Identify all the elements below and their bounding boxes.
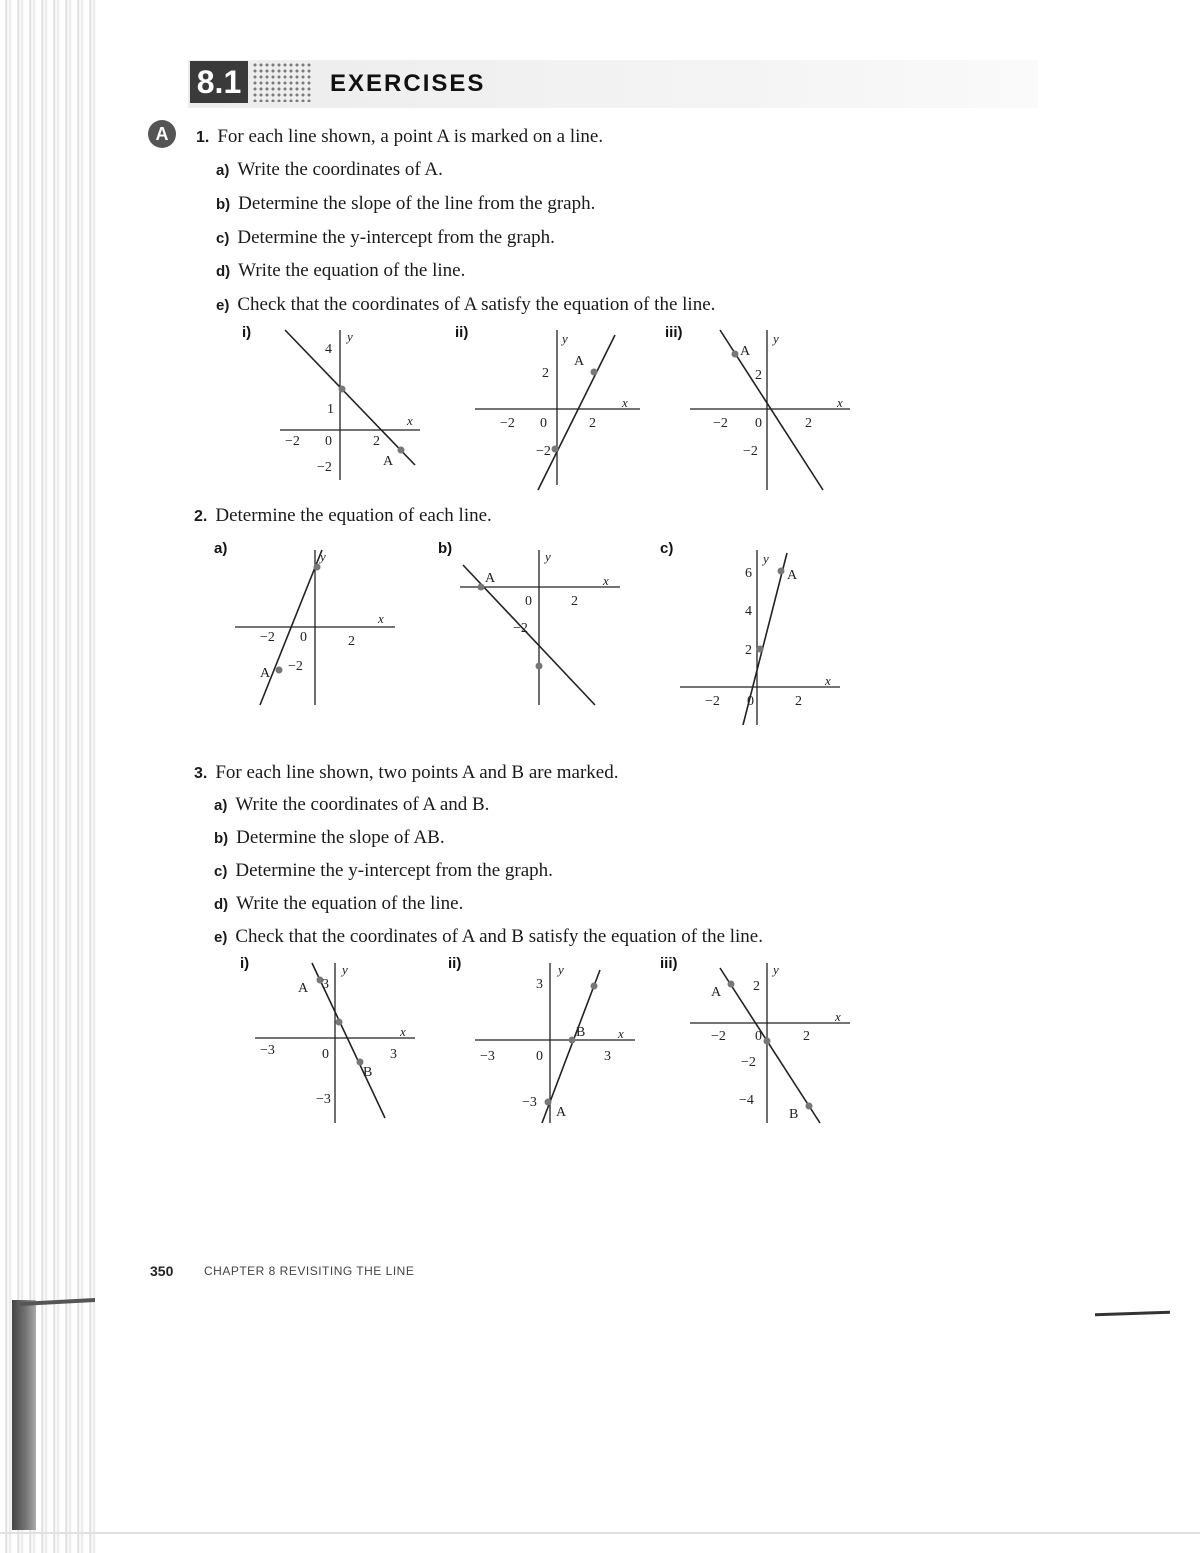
point-label: B	[789, 1107, 799, 1122]
q1-graph-iii	[685, 325, 860, 495]
tick-label: 2	[542, 366, 549, 381]
tick-label: −2	[536, 444, 551, 459]
q2-graph-a	[230, 545, 400, 715]
question-number: 3.	[194, 765, 208, 782]
part-label: b)	[216, 196, 231, 213]
y-axis-label: y	[342, 962, 348, 977]
tick-label: −3	[480, 1049, 495, 1064]
q3-part-a	[214, 794, 489, 816]
question-text: Determine the equation of each line.	[215, 505, 492, 526]
question-1	[196, 126, 603, 148]
point-a	[591, 369, 598, 376]
point-label: A	[298, 981, 309, 996]
part-text: Determine the slope of the line from the graph.	[238, 193, 596, 214]
x-axis-label: x	[622, 395, 628, 410]
q1-part-e	[216, 294, 715, 316]
q3-part-d	[214, 893, 463, 915]
tick-label: −2	[513, 621, 528, 636]
tick-label: 0	[755, 1029, 762, 1044]
tick-label: −2	[260, 630, 275, 645]
tick-label: −4	[739, 1093, 754, 1108]
question-text: For each line shown, a point A is marked on a line.	[217, 126, 604, 147]
point-label: A	[260, 666, 271, 681]
tick-label: 2	[589, 416, 596, 431]
point-a	[276, 667, 283, 674]
part-label: e)	[214, 929, 228, 946]
tick-label: 3	[604, 1049, 611, 1064]
q3-part-b	[214, 827, 445, 849]
part-label: c)	[216, 230, 230, 247]
tick-label: 4	[325, 342, 332, 357]
intercept-point	[552, 446, 559, 453]
point-label: B	[363, 1065, 373, 1080]
tick-label: 2	[753, 979, 760, 994]
section-header-band	[188, 60, 1038, 108]
y-axis-label: y	[773, 962, 779, 977]
graph-label: i)	[240, 955, 250, 972]
part-text: Write the coordinates of A.	[237, 159, 443, 180]
scan-edge	[0, 1532, 1200, 1534]
graph-label: c)	[660, 540, 674, 557]
tick-label: 0	[325, 434, 332, 449]
q1-part-d	[216, 260, 465, 282]
point-label: A	[485, 571, 496, 586]
section-number: 8.1	[190, 61, 248, 103]
point-label: A	[711, 985, 722, 1000]
tick-label: 0	[747, 694, 754, 709]
q1-part-b	[216, 193, 595, 215]
q1-part-c	[216, 227, 555, 249]
tick-label: 1	[327, 402, 334, 417]
tick-label: −2	[741, 1055, 756, 1070]
part-label: a)	[214, 797, 228, 814]
tick-label: 3	[322, 977, 329, 992]
q3-part-e	[214, 926, 763, 948]
point-a	[398, 447, 405, 454]
q2-graph-c	[675, 545, 850, 735]
page-number: 350	[150, 1263, 174, 1279]
tick-label: 0	[322, 1047, 329, 1062]
point-label: A	[556, 1105, 567, 1120]
point-label: A	[383, 454, 394, 469]
q1-graph-ii	[470, 325, 650, 495]
chapter-title: CHAPTER 8 REVISITING THE LINE	[204, 1264, 415, 1278]
graph-label: iii)	[665, 324, 683, 341]
tick-label: −3	[260, 1043, 275, 1058]
x-axis-label: x	[837, 395, 843, 410]
tick-label: −3	[522, 1095, 537, 1110]
question-number: 1.	[196, 129, 210, 146]
graph-label: ii)	[455, 324, 469, 341]
tick-label: 3	[390, 1047, 397, 1062]
line-point	[314, 564, 321, 571]
point-a	[478, 584, 485, 591]
point-a	[778, 568, 785, 575]
point-label: A	[574, 354, 585, 369]
graph-line	[720, 968, 820, 1123]
y-axis-label: y	[347, 329, 353, 344]
q3-graph-i	[250, 958, 425, 1128]
y-axis-label: y	[773, 331, 779, 346]
y-axis-label: y	[562, 331, 568, 346]
part-label: c)	[214, 863, 228, 880]
tick-label: 2	[795, 694, 802, 709]
point-b	[569, 1037, 576, 1044]
level-badge: A	[148, 120, 176, 148]
tick-label: −3	[316, 1092, 331, 1107]
x-axis-label: x	[603, 573, 609, 588]
question-2	[194, 505, 492, 527]
question-3	[194, 762, 619, 784]
y-axis-label: y	[558, 962, 564, 977]
x-axis-label: x	[835, 1009, 841, 1024]
y-axis-label: y	[320, 549, 326, 564]
tick-label: −2	[711, 1029, 726, 1044]
part-text: Determine the y-intercept from the graph.	[237, 227, 555, 248]
part-text: Write the equation of the line.	[238, 260, 466, 281]
part-text: Write the coordinates of A and B.	[235, 794, 490, 815]
section-title: EXERCISES	[330, 70, 486, 97]
x-axis-label: x	[378, 611, 384, 626]
tick-label: −2	[285, 434, 300, 449]
tick-label: 2	[745, 643, 752, 658]
q3-graph-ii	[470, 958, 650, 1128]
x-axis-label: x	[407, 413, 413, 428]
tick-label: 3	[536, 977, 543, 992]
point-b	[806, 1103, 813, 1110]
part-label: b)	[214, 830, 229, 847]
tick-label: −2	[288, 659, 303, 674]
intercept-point	[339, 386, 346, 393]
tick-label: −2	[317, 460, 332, 475]
x-axis-label: x	[400, 1024, 406, 1039]
q1-part-a	[216, 159, 443, 181]
scan-mark	[1095, 1311, 1170, 1317]
tick-label: 2	[348, 634, 355, 649]
part-text: Determine the slope of AB.	[236, 827, 445, 848]
tick-label: 2	[571, 594, 578, 609]
part-text: Check that the coordinates of A satisfy the equation of the line.	[237, 294, 716, 315]
q3-graph-iii	[685, 958, 860, 1128]
tick-label: 0	[300, 630, 307, 645]
tick-label: 0	[540, 416, 547, 431]
part-text: Write the equation of the line.	[236, 893, 464, 914]
point-a	[728, 981, 735, 988]
tick-label: 2	[373, 434, 380, 449]
part-label: d)	[216, 263, 231, 280]
tick-label: −2	[743, 444, 758, 459]
intercept-point	[757, 646, 764, 653]
point-label: A	[740, 344, 751, 359]
x-axis-label: x	[825, 673, 831, 688]
graph-label: i)	[242, 324, 252, 341]
line-point	[536, 663, 543, 670]
tick-label: 2	[803, 1029, 810, 1044]
part-label: e)	[216, 297, 230, 314]
tick-label: 0	[755, 416, 762, 431]
point-label: B	[576, 1025, 586, 1040]
graph-label: iii)	[660, 955, 678, 972]
tick-label: 0	[525, 594, 532, 609]
binding-shadow	[12, 1300, 36, 1530]
q1-graph-i	[255, 325, 435, 495]
graph-line	[285, 330, 415, 465]
graph-label: a)	[214, 540, 228, 557]
graph-label: ii)	[448, 955, 462, 972]
q2-graph-b	[455, 545, 625, 715]
point-a	[545, 1099, 552, 1106]
line-point	[764, 1038, 771, 1045]
part-text: Determine the y-intercept from the graph.	[235, 860, 553, 881]
tick-label: 0	[536, 1049, 543, 1064]
tick-label: 2	[755, 368, 762, 383]
y-axis-label: y	[763, 551, 769, 566]
point-label: A	[787, 568, 798, 583]
point-a	[732, 351, 739, 358]
tick-label: −2	[705, 694, 720, 709]
part-label: d)	[214, 896, 229, 913]
x-axis-label: x	[618, 1026, 624, 1041]
tick-label: −2	[713, 416, 728, 431]
tick-label: 4	[745, 604, 752, 619]
question-text: For each line shown, two points A and B are marked.	[215, 762, 619, 783]
tick-label: 6	[745, 566, 752, 581]
header-dots-decoration	[252, 62, 312, 102]
part-label: a)	[216, 162, 230, 179]
part-text: Check that the coordinates of A and B satisfy the equation of the line.	[235, 926, 763, 947]
intercept-point	[336, 1019, 343, 1026]
y-axis-label: y	[545, 549, 551, 564]
tick-label: −2	[500, 416, 515, 431]
line-point	[591, 983, 598, 990]
q3-part-c	[214, 860, 553, 882]
tick-label: 2	[805, 416, 812, 431]
question-number: 2.	[194, 508, 208, 525]
graph-label: b)	[438, 540, 453, 557]
